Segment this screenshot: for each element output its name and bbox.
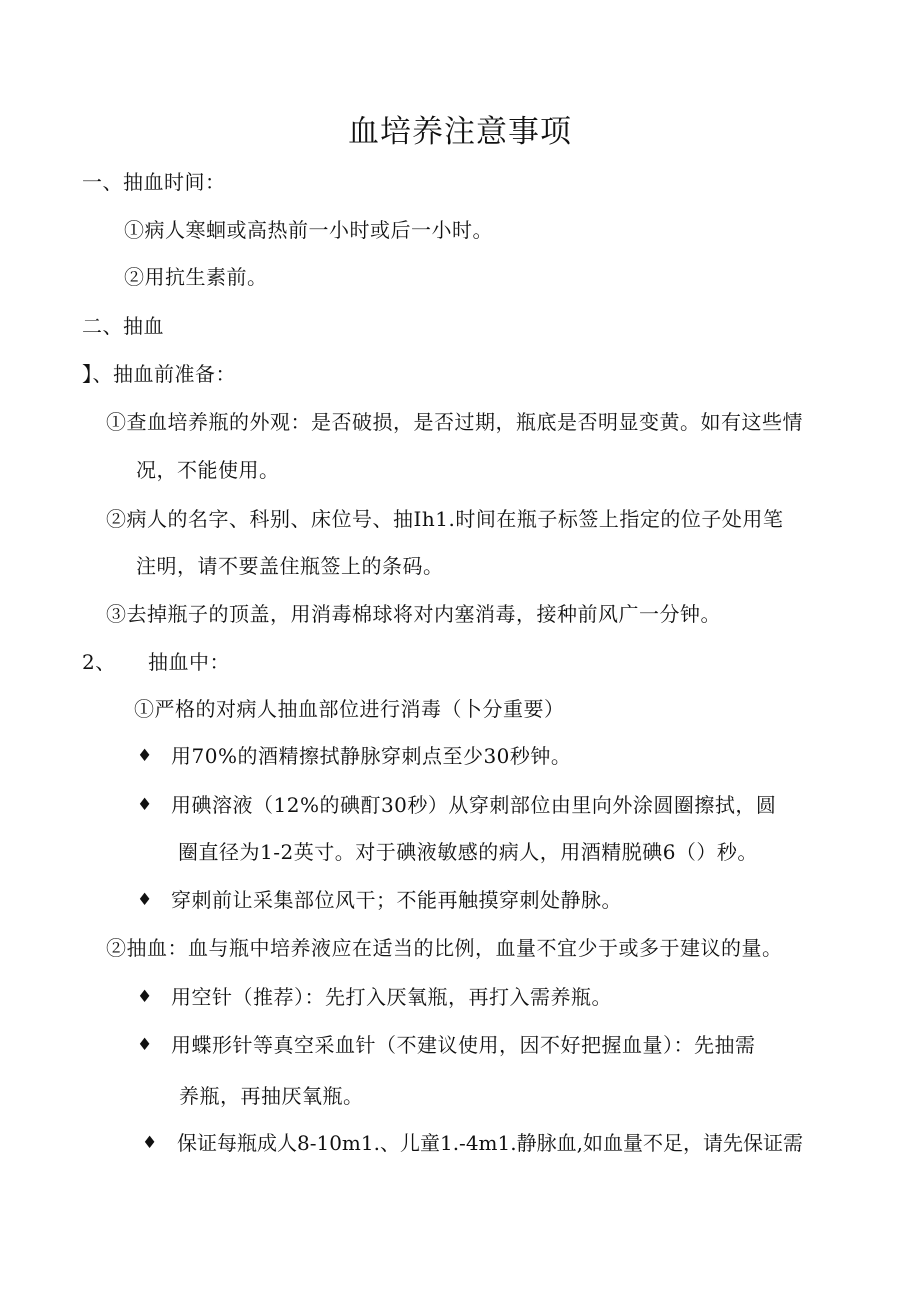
section-heading-timing: 一、抽血时间：: [82, 170, 226, 194]
timing-item-2: ②用抗生素前。: [124, 265, 268, 289]
subsection-heading-preparation: 】、抽血前准备：: [82, 362, 236, 386]
disinfect-bullet-2: 用碘溶液（12%的碘酊30秒）从穿刺部位由里向外涂圆圈擦拭，圆: [171, 793, 777, 817]
diamond-bullet-icon: ♦: [137, 987, 153, 1007]
prep-item-1-line-2: 况，不能使用。: [136, 458, 280, 482]
disinfect-bullet-1: 用70%的酒精擦拭静脉穿刺点至少30秒钟。: [171, 744, 572, 768]
disinfect-bullet-2-cont: 圈直径为1-2英寸。对于碘液敏感的病人，用酒精脱碘6（）秒。: [178, 840, 758, 864]
diamond-bullet-icon: ♦: [137, 795, 153, 815]
draw-bullet-2-cont: 养瓶，再抽厌氧瓶。: [179, 1084, 364, 1108]
prep-item-2-line-2: 注明，请不要盖住瓶签上的条码。: [136, 554, 444, 578]
section-heading-blood-draw: 二、抽血: [82, 314, 164, 338]
document-title: 血培养注意事项: [348, 114, 572, 150]
during-item-2: ②抽血：血与瓶中培养液应在适当的比例，血量不宜少于或多于建议的量。: [106, 936, 783, 960]
draw-bullet-1: 用空针（推荐）：先打入厌氧瓶，再打入需养瓶。: [171, 985, 612, 1009]
diamond-bullet-icon: ♦: [137, 890, 153, 910]
diamond-bullet-icon: ♦: [142, 1133, 158, 1153]
subsection-number-during: 2、: [82, 650, 116, 674]
prep-item-1-line-1: ①查血培养瓶的外观：是否破损，是否过期，瓶底是否明显变黄。如有这些情: [106, 410, 803, 434]
subsection-heading-during: 抽血中：: [148, 650, 230, 674]
draw-bullet-3: 保证每瓶成人8-10m1.、儿童1.-4m1.静脉血,如血量不足，请先保证需: [177, 1131, 803, 1155]
draw-bullet-2: 用蝶形针等真空采血针（不建议使用，因不好把握血量）：先抽需: [171, 1033, 756, 1057]
disinfect-bullet-3: 穿刺前让采集部位风干；不能再触摸穿刺处静脉。: [171, 888, 622, 912]
diamond-bullet-icon: ♦: [137, 746, 153, 766]
diamond-bullet-icon: ♦: [137, 1035, 153, 1055]
prep-item-2-line-1: ②病人的名字、科别、床位号、抽Ih1.时间在瓶子标签上指定的位子处用笔: [106, 507, 784, 531]
prep-item-3: ③去掉瓶子的顶盖，用消毒棉球将对内塞消毒，接种前风广一分钟。: [106, 602, 721, 626]
during-item-1: ①严格的对病人抽血部位进行消毒（卜分重要）: [134, 697, 565, 721]
timing-item-1: ①病人寒蛔或高热前一小时或后一小时。: [124, 218, 493, 242]
